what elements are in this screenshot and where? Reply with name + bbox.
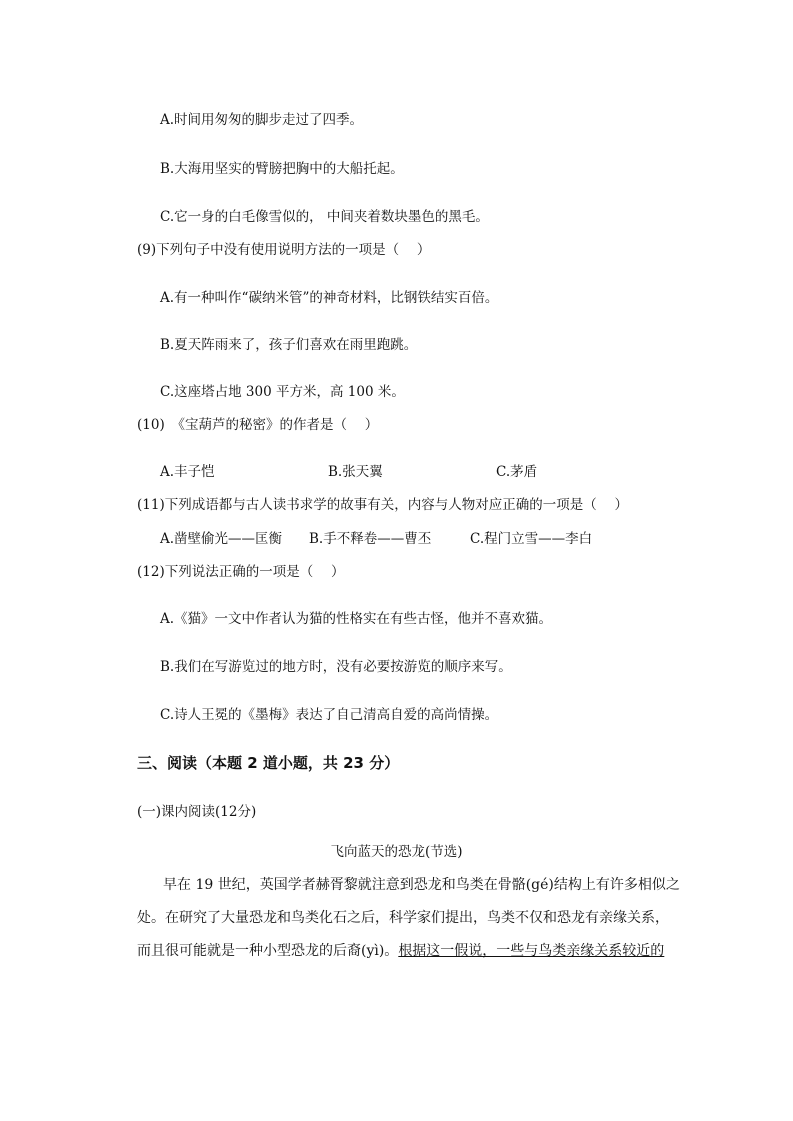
passage-line-3-plain: 而且很可能就是一种小型恐龙的后裔(yì)。 <box>137 943 399 959</box>
subsection-heading: (一)课内阅读(12分) <box>137 804 257 820</box>
q12-option-a: A.《猫》一文中作者认为猫的性格实在有些古怪，他并不喜欢猫。 <box>160 611 553 627</box>
q8-option-b: B.大海用坚实的臂膀把胸中的大船托起。 <box>160 161 404 177</box>
q11-option-c: C.程门立雪——李白 <box>470 531 593 547</box>
q9-option-a: A.有一种叫作“碳纳米管”的神奇材料，比钢铁结实百倍。 <box>160 290 499 306</box>
q11-stem: (11)下列成语都与古人读书求学的故事有关，内容与人物对应正确的一项是（ ） <box>137 497 629 513</box>
q10-option-b: B.张天翼 <box>328 464 383 480</box>
q10-option-a: A.丰子恺 <box>160 464 215 480</box>
passage-title: 飞向蓝天的恐龙(节选) <box>330 844 463 860</box>
q11-option-a: A.凿壁偷光——匡衡 <box>160 531 283 547</box>
q9-stem: (9)下列句子中没有使用说明方法的一项是（ ） <box>137 242 431 258</box>
section-heading: 三、阅读（本题 2 道小题，共 23 分） <box>137 754 400 772</box>
q9-option-b: B.夏天阵雨来了，孩子们喜欢在雨里跑跳。 <box>160 337 418 353</box>
q10-stem: (10) 《宝葫芦的秘密》的作者是（ ） <box>137 417 379 433</box>
q10-option-c: C.茅盾 <box>496 464 538 480</box>
q8-option-a: A.时间用匆匆的脚步走过了四季。 <box>160 112 364 128</box>
passage-line-2: 处。在研究了大量恐龙和鸟类化石之后，科学家们提出，鸟类不仅和恐龙有亲缘关系， <box>137 910 669 926</box>
q9-option-c: C.这座塔占地 300 平方米，高 100 米。 <box>160 384 405 400</box>
passage-underlined-sentence: 根据这一假说，一些与鸟类亲缘关系较近的 <box>398 943 665 959</box>
passage-line-3 <box>137 942 669 960</box>
q8-option-c: C.它一身的白毛像雪似的， 中间夹着数块墨色的黑毛。 <box>160 209 489 225</box>
q11-option-b: B.手不释卷——曹丕 <box>309 531 432 547</box>
passage-line-1: 早在 19 世纪，英国学者赫胥黎就注意到恐龙和鸟类在骨骼(gé)结构上有许多相似之 <box>163 877 680 893</box>
q12-option-c: C.诗人王冕的《墨梅》表达了自己清高自爱的高尚情操。 <box>160 707 499 723</box>
q12-stem: (12)下列说法正确的一项是（ ） <box>137 564 345 580</box>
q12-option-b: B.我们在写游览过的地方时，没有必要按游览的顺序来写。 <box>160 659 512 675</box>
